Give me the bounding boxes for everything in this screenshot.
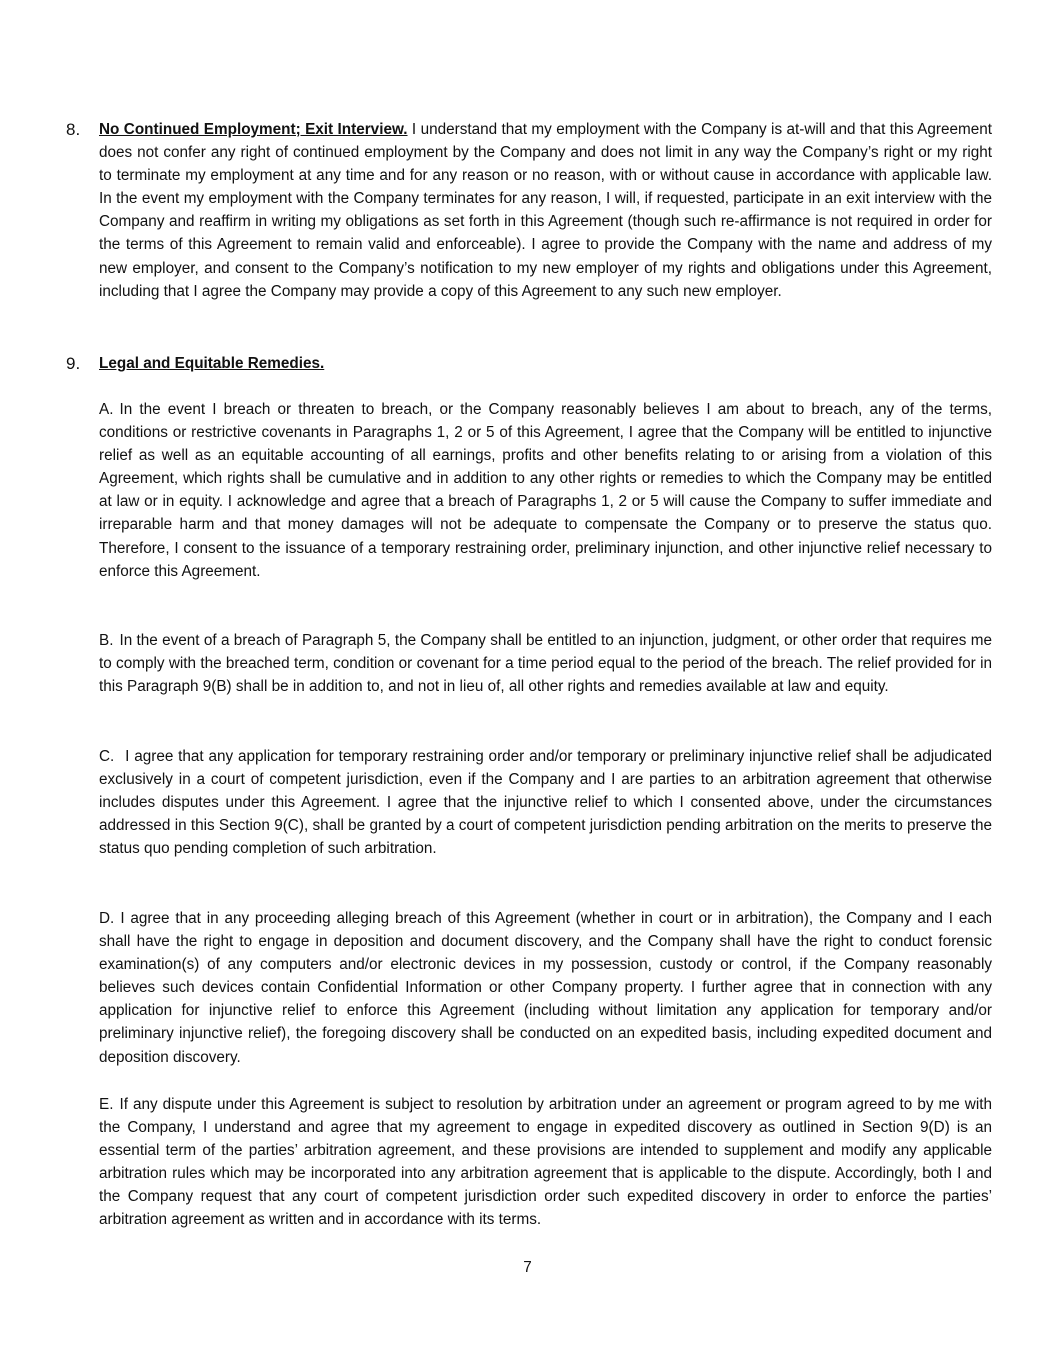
subsection-label: A. (99, 401, 114, 418)
subsection-label: B. (99, 632, 114, 649)
section-9-heading-line (99, 352, 992, 375)
section-number: 8. (66, 120, 81, 139)
section-8 (66, 118, 992, 303)
subsection-a (99, 398, 992, 583)
section-heading: No Continued Employment; Exit Interview. (99, 121, 408, 138)
page-number: 7 (523, 1259, 532, 1276)
section-body: I understand that my employment with the Company is at-will and that this Agreement does not confer any right of continued employment by the Company and does not limit in any way the Company’s right or my right to terminate my employment at any time and for any reason or no reason, with or without cause in accordance with applicable law. In the event my employment with the Company terminates for any reason, I will, if requested, participate in an exit interview with the Company and reaffirm in writing my obligations as set forth in this Agreement (though such re-affirmance is not required in order for the terms of this Agreement to remain valid and enforceable). I agree to provide the Company with the name and address of my new employer, and consent to the Company’s notification to my new employer of my rights and obligations under this Agreement, including that I agree the Company may provide a copy of this Agreement to any such new employer. (99, 121, 992, 300)
subsection-label: C. (99, 748, 115, 765)
subsection-b (99, 629, 992, 698)
subsection-text: In the event of a breach of Paragraph 5, the Company shall be entitled to an injunction, judgment, or other order that requires me to comply with the breached term, condition or covenant for a time period equal to the period of the breach. The relief provided for in this Paragraph 9(B) shall be in addition to, and not in lieu of, all other rights and remedies available at law and equity. (99, 632, 992, 696)
section-number: 9. (66, 354, 81, 373)
section-heading: Legal and Equitable Remedies. (99, 355, 325, 372)
subsection-c (99, 745, 992, 860)
section-9 (66, 352, 992, 375)
section-8-paragraph (99, 118, 992, 303)
subsection-text: In the event I breach or threaten to breach, or the Company reasonably believes I am about to breach, any of the terms, conditions or restrictive covenants in Paragraphs 1, 2 or 5 of this Agreement, I agree that the Company will be entitled to injunctive relief as well as an equitable accounting of all earnings, profits and other benefits relating to or arising from a violation of this Agreement, which rights shall be cumulative and in addition to any other rights or remedies to which the Company may be entitled at law or in equity. I acknowledge and agree that a breach of Paragraphs 1, 2 or 5 will cause the Company to suffer immediate and irreparable harm and that money damages will not be adequate to compensate the Company or to preserve the status quo. Therefore, I consent to the issuance of a temporary restraining order, preliminary injunction, and other injunctive relief necessary to enforce this Agreement. (99, 401, 992, 580)
subsection-label: E. (99, 1096, 114, 1113)
subsection-text: I agree that any application for temporary restraining order and/or temporary or preliminary injunctive relief shall be adjudicated exclusively in a court of competent jurisdiction, even if the Company and I are parties to an arbitration agreement that otherwise includes disputes under this Agreement. I agree that the injunctive relief to which I consented above, under the circumstances addressed in this Section 9(C), shall be granted by a court of competent jurisdiction pending arbitration on the merits to preserve the status quo pending completion of such arbitration. (99, 748, 992, 858)
subsection-text: I agree that in any proceeding alleging breach of this Agreement (whether in court or in arbitration), the Company and I each shall have the right to engage in deposition and document discovery, and the Company shall have the right to conduct forensic examination(s) of any computers and/or electronic devices in my possession, custody or control, if the Company reasonably believes such devices contain Confidential Information or other Company property. I further agree that in connection with any application for injunctive relief to enforce this Agreement (including without limitation any application for temporary and/or preliminary injunctive relief), the foregoing discovery shall be conducted on an expedited basis, including expedited document and deposition discovery. (99, 910, 992, 1066)
subsection-e (99, 1093, 992, 1232)
subsection-text: If any dispute under this Agreement is subject to resolution by arbitration under an agreement or program agreed to by me with the Company, I understand and agree that my agreement to engage in expedited discovery as outlined in Section 9(D) is an essential term of the parties’ arbitration agreement, and these provisions are intended to supplement and modify any applicable arbitration rules which may be incorporated into any arbitration agreement that is applicable to the dispute. Accordingly, both I and the Company request that any court of competent jurisdiction order such expedited discovery in order to enforce the parties’ arbitration agreement as written and in accordance with its terms. (99, 1096, 992, 1229)
subsection-d (99, 907, 992, 1069)
subsection-label: D. (99, 910, 115, 927)
